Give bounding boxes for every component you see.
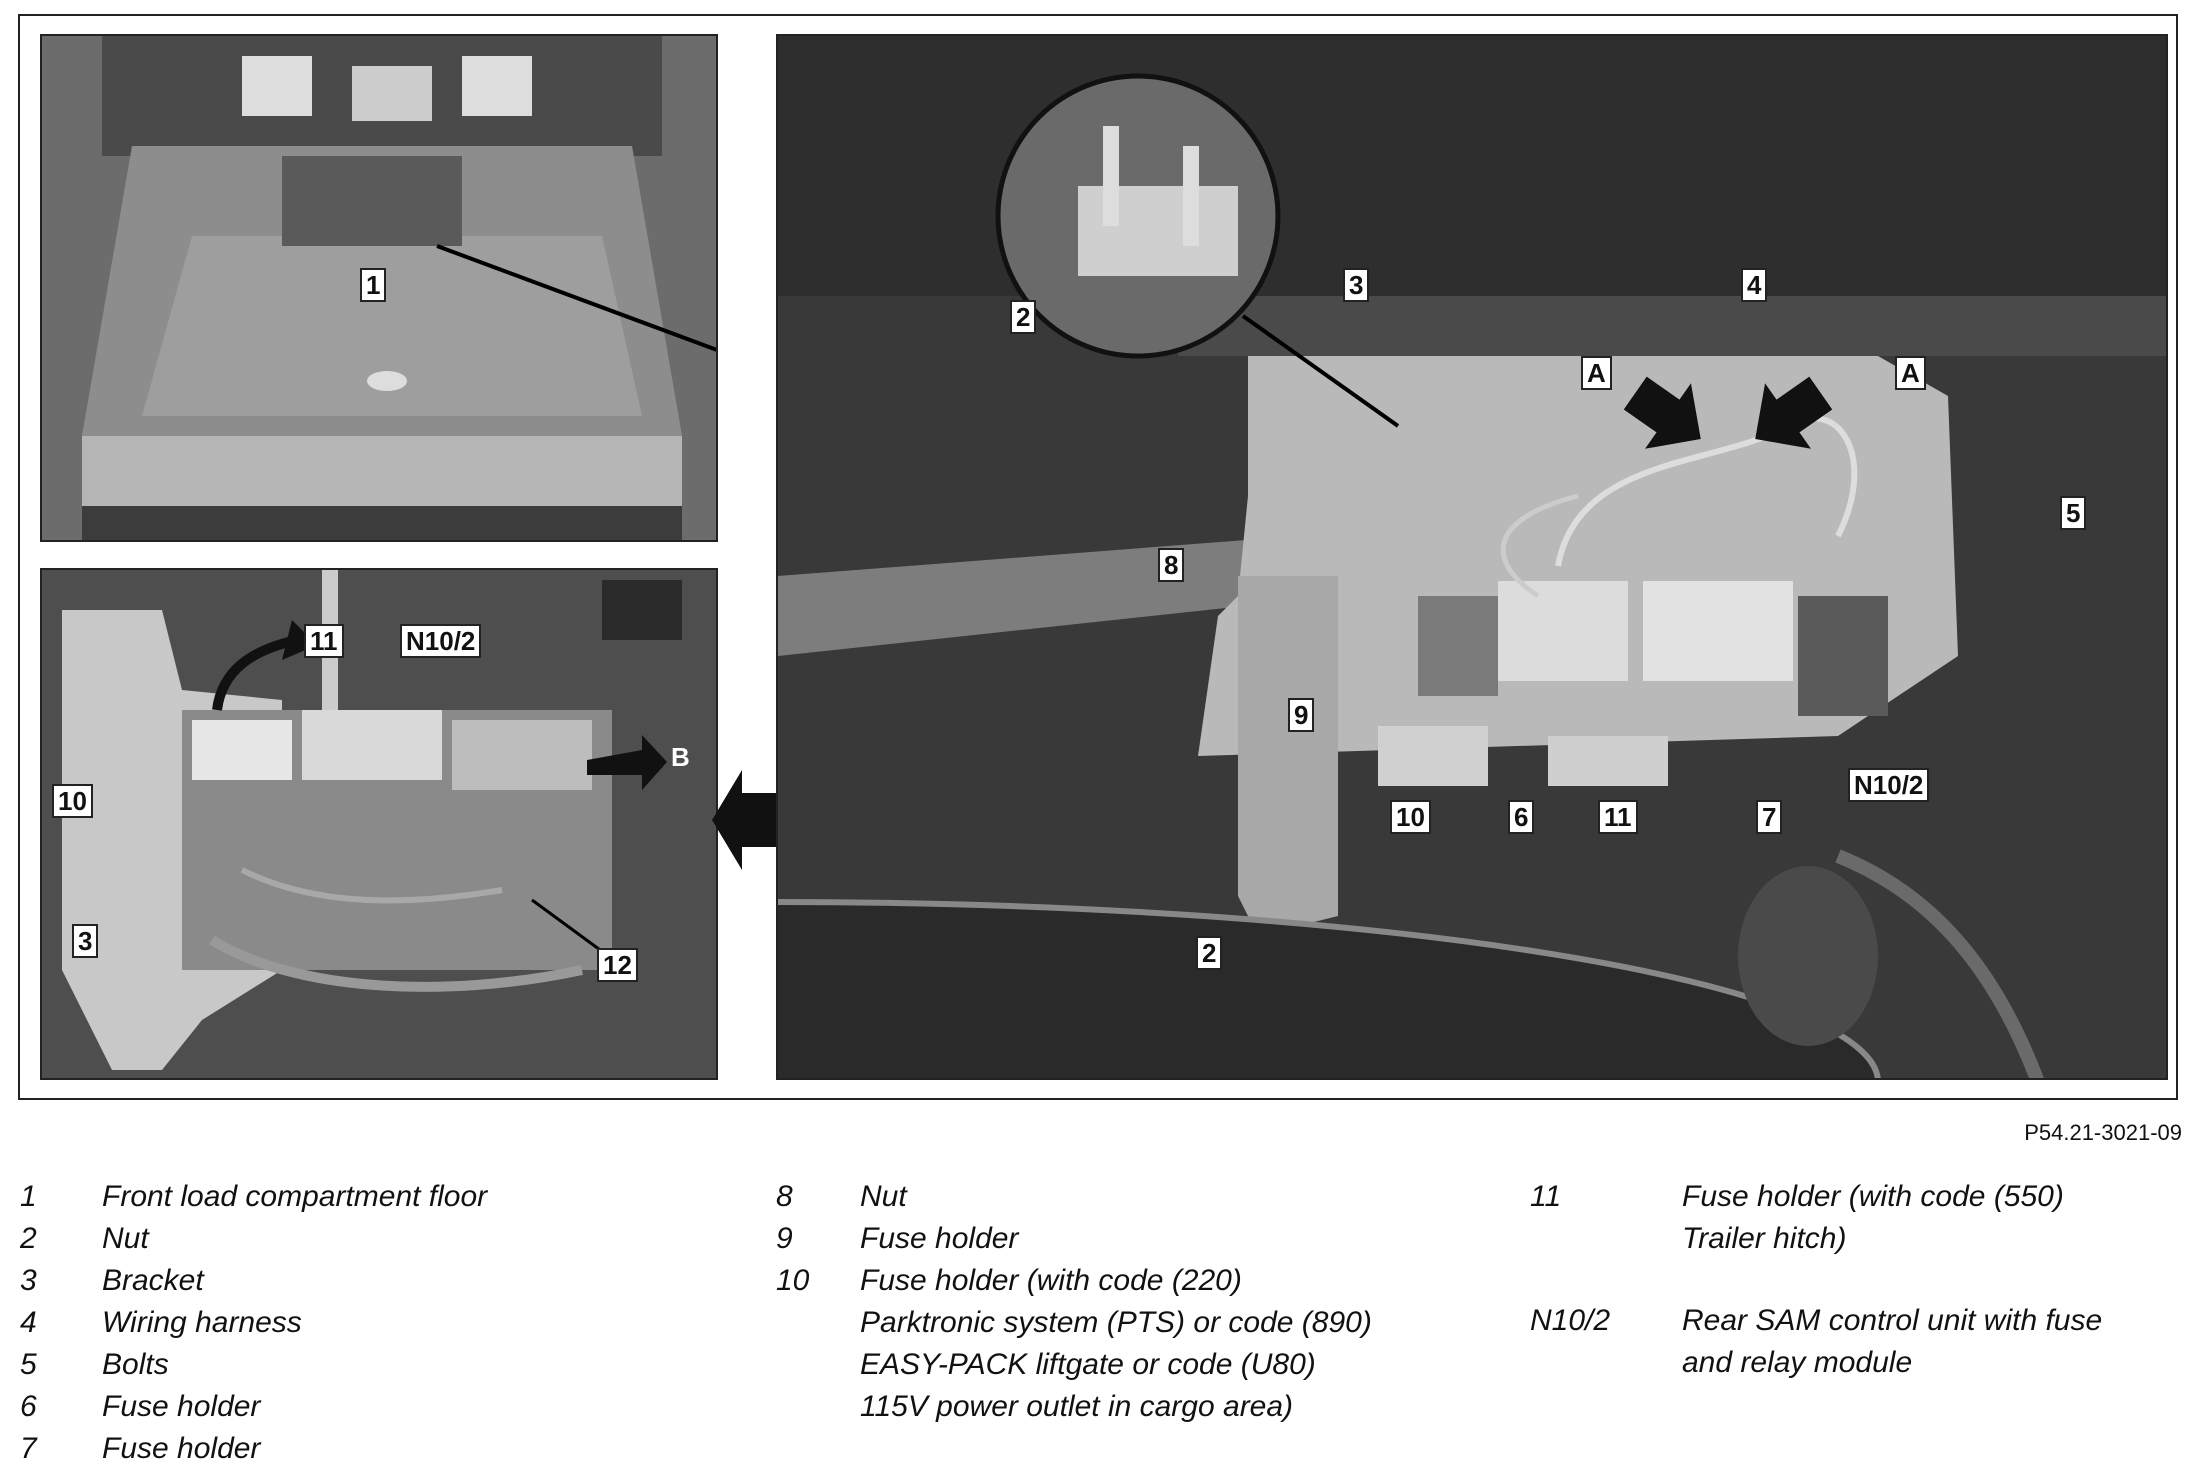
legend-item: 8 Nut <box>776 1180 907 1213</box>
photo-fuse-module <box>40 568 718 1080</box>
legend-item: N10/2 Rear SAM control unit with fuse <box>1530 1304 2103 1337</box>
callout-6: 6 <box>1508 800 1534 834</box>
callout-2-bottom: 2 <box>1196 936 1222 970</box>
legend-item-continuation: and relay module <box>1682 1346 1913 1379</box>
legend-item: 5 Bolts <box>20 1348 169 1381</box>
callout-A-left: A <box>1581 356 1612 390</box>
legend-item: 2 Nut <box>20 1222 149 1255</box>
legend-column-1 <box>20 1180 720 1474</box>
legend-spacer <box>1530 1264 2180 1304</box>
callout-N10/2: N10/2 <box>1848 768 1929 802</box>
callout-N10/2: N10/2 <box>400 624 481 658</box>
callout-8: 8 <box>1158 548 1184 582</box>
callout-10: 10 <box>1390 800 1431 834</box>
photo-main-view <box>776 34 2168 1080</box>
callout-B: B <box>671 742 690 772</box>
main-view-image <box>778 36 2168 1080</box>
fuse-module-image <box>42 570 718 1080</box>
legend-item: 11 Fuse holder (with code (550) <box>1530 1180 2064 1213</box>
legend-item-continuation: 115V power outlet in cargo area) <box>860 1390 1294 1423</box>
photo-cargo-area <box>40 34 718 542</box>
callout-11: 11 <box>1598 800 1638 834</box>
callout-3: 3 <box>72 924 98 958</box>
callout-2-top: 2 <box>1010 300 1036 334</box>
legend-item-continuation: Parktronic system (PTS) or code (890) <box>860 1306 1372 1339</box>
callout-7: 7 <box>1756 800 1782 834</box>
panel-link-arrow <box>712 765 782 875</box>
callout-1: 1 <box>360 268 386 302</box>
callout-A-right: A <box>1895 356 1926 390</box>
legend-item: 3 Bracket <box>20 1264 204 1297</box>
legend-item-continuation: EASY-PACK liftgate or code (U80) <box>860 1348 1316 1381</box>
callout-9: 9 <box>1288 698 1314 732</box>
callout-12: 12 <box>597 948 638 982</box>
callout-10: 10 <box>52 784 93 818</box>
legend-item: 1 Front load compartment floor <box>20 1180 488 1213</box>
legend-column-3 <box>1530 1180 2180 1388</box>
legend-column-2 <box>776 1180 1496 1432</box>
figure-reference-code: P54.21-3021-09 <box>2024 1120 2182 1145</box>
callout-3: 3 <box>1343 268 1369 302</box>
callout-5: 5 <box>2060 496 2086 530</box>
callout-11: 11 <box>304 624 344 658</box>
legend-item: 6 Fuse holder <box>20 1390 261 1423</box>
legend-item: 9 Fuse holder <box>776 1222 1019 1255</box>
callout-4: 4 <box>1741 268 1767 302</box>
legend-item-continuation: Trailer hitch) <box>1682 1222 1847 1255</box>
legend-item: 7 Fuse holder <box>20 1432 261 1465</box>
legend-item: 10 Fuse holder (with code (220) <box>776 1264 1242 1297</box>
legend-item: 4 Wiring harness <box>20 1306 302 1339</box>
